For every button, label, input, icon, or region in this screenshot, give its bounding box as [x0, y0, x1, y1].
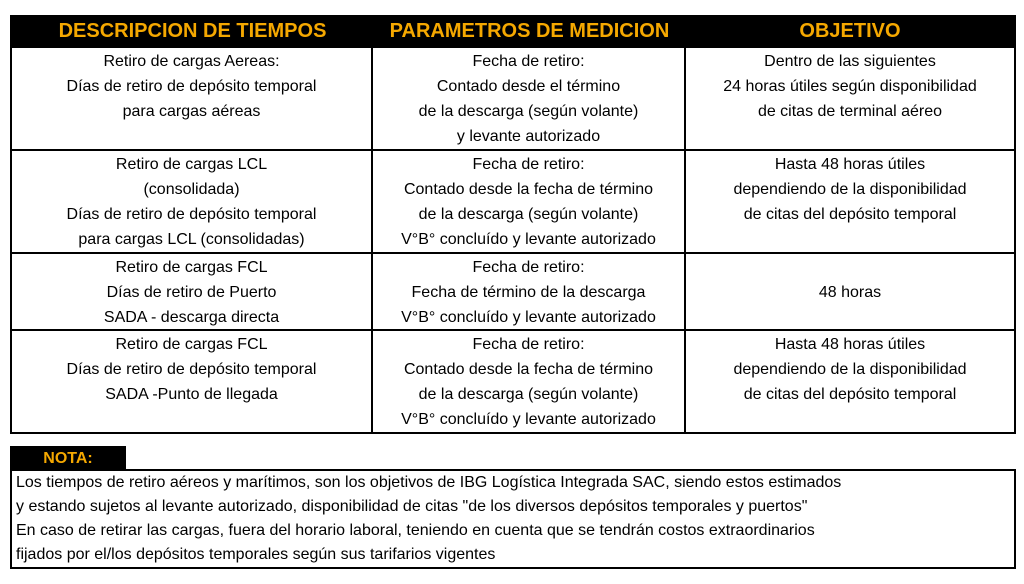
table-row: [12, 329, 1014, 432]
cell-line: para cargas LCL (consolidadas): [78, 231, 305, 248]
header-objective: OBJETIVO: [799, 20, 901, 42]
cell-line: para cargas aéreas: [122, 103, 261, 120]
cell-line: Dentro de las siguientes: [764, 53, 936, 70]
times-table: [10, 15, 1016, 434]
table-row: [12, 149, 1014, 252]
cell-line: SADA - descarga directa: [103, 309, 280, 326]
nota-line: fijados por el/los depósitos temporales según sus tarifarios vigentes: [16, 546, 496, 563]
header-parameters: PARAMETROS DE MEDICION: [389, 20, 670, 42]
nota-box: [10, 469, 1016, 569]
cell-line: de la descarga (según volante): [418, 386, 639, 403]
cell-line: 24 horas útiles según disponibilidad: [723, 78, 977, 95]
nota-line: En caso de retirar las cargas, fuera del horario laboral, teniendo en cuenta que se tendrán costos extraordinarios: [16, 522, 815, 539]
cell-line: Retiro de cargas FCL: [115, 259, 268, 276]
description-cell: [12, 48, 373, 149]
objective-cell: [686, 48, 1014, 149]
objective-cell: [686, 331, 1014, 432]
description-cell: [12, 151, 373, 252]
table-header: [12, 17, 1014, 46]
cell-line: Fecha de retiro:: [472, 336, 585, 353]
cell-line: 48 horas: [818, 283, 882, 301]
cell-line: Retiro de cargas LCL: [115, 156, 268, 173]
cell-line: dependiendo de la disponibilidad: [733, 361, 967, 378]
cell-line: Días de retiro de depósito temporal: [66, 206, 317, 223]
parameter-cell: [373, 151, 686, 252]
objective-cell: [686, 254, 1014, 329]
cell-line: Retiro de cargas Aereas:: [103, 53, 280, 70]
cell-line: de la descarga (según volante): [418, 103, 639, 120]
cell-line: Fecha de retiro:: [472, 156, 585, 173]
cell-line: Fecha de retiro:: [472, 53, 585, 70]
parameter-cell: [373, 254, 686, 329]
header-description: DESCRIPCION DE TIEMPOS: [58, 20, 327, 42]
cell-line: Días de retiro de Puerto: [106, 284, 277, 301]
parameter-cell: [373, 331, 686, 432]
cell-line: Fecha de término de la descarga: [411, 284, 646, 301]
cell-line: de citas de terminal aéreo: [757, 103, 943, 120]
parameter-cell: [373, 48, 686, 149]
cell-line: (consolidada): [143, 181, 240, 198]
cell-line: Hasta 48 horas útiles: [774, 336, 926, 353]
cell-line: Fecha de retiro:: [472, 259, 585, 276]
cell-line: V°B° concluído y levante autorizado: [401, 411, 656, 428]
cell-line: dependiendo de la disponibilidad: [733, 181, 967, 198]
objective-cell: [686, 151, 1014, 252]
nota-line: y estando sujetos al levante autorizado, disponibilidad de citas "de los diversos depósitos temporales y puertos": [16, 498, 808, 515]
cell-line: Contado desde la fecha de término: [403, 361, 654, 378]
cell-line: Contado desde la fecha de término: [403, 181, 654, 198]
table-row: [12, 46, 1014, 149]
description-cell: [12, 254, 373, 329]
cell-line: Días de retiro de depósito temporal: [66, 78, 317, 95]
cell-line: V°B° concluído y levante autorizado: [401, 231, 656, 248]
cell-line: de la descarga (según volante): [418, 206, 639, 223]
description-cell: [12, 331, 373, 432]
cell-line: de citas del depósito temporal: [743, 386, 957, 403]
cell-line: V°B° concluído y levante autorizado: [401, 309, 656, 326]
cell-line: y levante autorizado: [456, 128, 601, 145]
cell-line: Hasta 48 horas útiles: [774, 156, 926, 173]
nota-label: NOTA:: [10, 446, 126, 471]
nota-line: Los tiempos de retiro aéreos y marítimos, son los objetivos de IBG Logística Integrada SAC, siendo estos estimados: [16, 474, 842, 491]
cell-line: SADA -Punto de llegada: [105, 386, 278, 403]
cell-line: Retiro de cargas FCL: [115, 336, 268, 353]
cell-line: Contado desde el término: [436, 78, 621, 95]
cell-line: de citas del depósito temporal: [743, 206, 957, 223]
cell-line: Días de retiro de depósito temporal: [66, 361, 317, 378]
table-row: [12, 252, 1014, 329]
